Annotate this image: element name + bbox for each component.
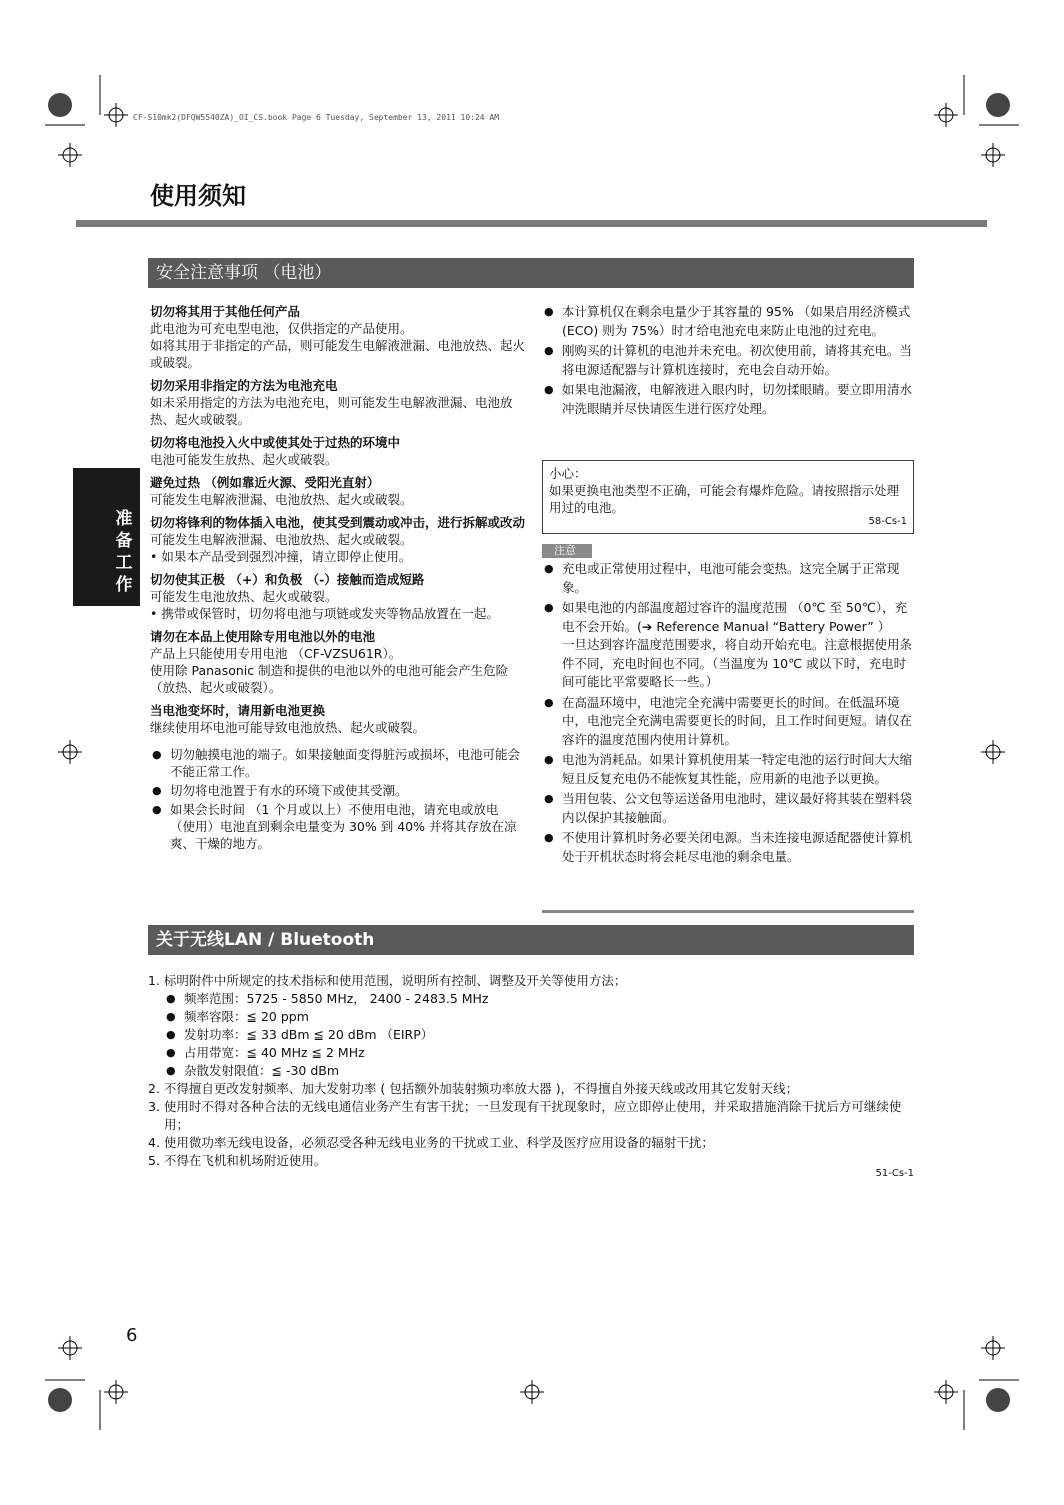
wireless-item-1: 1. 标明附件中所规定的技术指标和使用范围，说明所有控制、调整及开关等使用方法； bbox=[148, 973, 627, 988]
block-2: 切勿采用非指定的方法为电池充电 如未采用指定的方法为电池充电，则可能发生电解液泄漏、电池放热、起火或破裂。 bbox=[150, 378, 513, 427]
list-item: ● 频率范围：5725 - 5850 MHz， 2400 - 2483.5 MHz bbox=[164, 990, 918, 1008]
block-6: 切勿使其正极 （+）和负极 （-）接触而造成短路 可能发生电池放热、起火或破裂。 • 携带或保管时，切勿将电池与项链或发夹等物品放置在一起。 bbox=[150, 572, 499, 621]
block-7: 请勿在本品上使用除专用电池以外的电池 产品上只能使用专用电池 （CF-VZSU61R）。 使用除 Panasonic 制造和提供的电池以外的电池可能会产生危险 （放热、起火或破裂）。 bbox=[150, 629, 509, 695]
list-item: ● 本计算机仅在剩余电量少于其容量的 95% （如果启用经济模式 (ECO) 则为 75%）时才给电池充电来防止电池的过充电。 bbox=[542, 303, 914, 340]
section-header-wireless: 关于无线LAN / Bluetooth bbox=[148, 925, 914, 955]
spec-list bbox=[148, 990, 918, 1080]
block-4: 避免过热 （例如靠近火源、受阳光直射） 可能发生电解液泄漏、电池放热、起火或破裂。 bbox=[150, 475, 413, 507]
list-item: ● 当用包装、公文包等运送备用电池时，建议最好将其装在塑料袋内以保护其接触面。 bbox=[542, 790, 914, 827]
wireless-item-4: 4. 使用微功率无线电设备，必须忍受各种无线电业务的干扰或工业、科学及医疗应用设备的辐射干扰； bbox=[148, 1135, 714, 1150]
list-item: ● 切勿将电池置于有水的环境下或使其受潮。 bbox=[150, 782, 525, 799]
caution-title: 小心： bbox=[549, 466, 587, 481]
list-item: ● 在高温环境中，电池完全充满中需要更长的时间。在低温环境中，电池完全充满电需要更长的时间，且工作时间更短。请仅在容许的温度范围内使用计算机。 bbox=[542, 694, 914, 750]
list-item: ● 频率容限：≦ 20 ppm bbox=[164, 1008, 918, 1026]
wireless-code: 51-Cs-1 bbox=[875, 1168, 914, 1179]
note-bullet-list bbox=[542, 560, 914, 866]
page-title: 使用须知 bbox=[150, 182, 246, 210]
caution-box bbox=[542, 460, 914, 534]
right-bullet-list bbox=[542, 303, 914, 418]
note-continuation: 一旦达到容许温度范围要求，将自动开始充电。注意根据使用条件不同，充电时间也不同。（当温度为 10℃ 或以下时，充电时间可能比平常要略长一些。） bbox=[562, 637, 913, 689]
list-item: ● 发射功率：≦ 33 dBm ≦ 20 dBm （EIRP） bbox=[164, 1026, 918, 1044]
block-8: 当电池变坏时，请用新电池更换 继续使用坏电池可能导致电池放热、起火或破裂。 bbox=[150, 703, 426, 735]
caution-code: 58-Cs-1 bbox=[868, 516, 907, 527]
header-line: CF-S10mk2(DFQW5540ZA)_OI_CS.book Page 6 Tuesday, September 13, 2011 10:24 AM bbox=[133, 113, 500, 122]
left-column bbox=[150, 303, 525, 854]
note-label: 注意 bbox=[542, 544, 592, 558]
title-rule bbox=[76, 220, 987, 227]
caution-text: 如果更换电池类型不正确，可能会有爆炸危险。请按照指示处理用过的电池。 bbox=[549, 483, 900, 515]
right-column bbox=[542, 303, 914, 420]
block-3: 切勿将电池投入火中或使其处于过热的环境中 电池可能发生放热、起火或破裂。 bbox=[150, 435, 401, 467]
section-header-battery: 安全注意事项 （电池） bbox=[148, 258, 914, 288]
list-item: ● 切勿触摸电池的端子。如果接触面变得脏污或损坏，电池可能会不能正常工作。 bbox=[150, 746, 525, 780]
list-item: ● 充电或正常使用过程中，电池可能会变热。这完全属于正常现象。 bbox=[542, 560, 914, 597]
wireless-item-2: 2. 不得擅自更改发射频率、加大发射功率 ( 包括额外加装射频功率放大器 )，不得擅自外接天线或改用其它发射天线； bbox=[148, 1081, 799, 1096]
wireless-item-5: 5. 不得在飞机和机场附近使用。 bbox=[148, 1153, 327, 1168]
block-5: 切勿将锋利的物体插入电池，使其受到震动或冲击，进行拆解或改动 可能发生电解液泄漏、电池放热、起火或破裂。 • 如果本产品受到强烈冲撞，请立即停止使用。 bbox=[150, 515, 526, 564]
wireless-item-3: 3. 使用时不得对各种合法的无线电通信业务产生有害干扰；一旦发现有干扰现象时，应立即停止使用，并采取措施消除干扰后方可继续使用； bbox=[148, 1099, 902, 1132]
list-item: ● 如果电池的内部温度超过容许的温度范围 （0℃ 至 50℃），充电不会开始。(➔ Reference Manual “Battery Power” ） 一旦达到容许温度范围要求，将自动开始充电。注意根据使用条件不同，充电时间也不同。（当温度为 10℃ 或以下时，充电时间可能比平常要略长一些。） bbox=[542, 599, 914, 692]
wireless-list bbox=[148, 972, 918, 1170]
left-bullet-list bbox=[150, 746, 525, 852]
note-column bbox=[542, 560, 914, 868]
list-item: ● 占用带宽：≦ 40 MHz ≦ 2 MHz bbox=[164, 1044, 918, 1062]
list-item: ● 如果会长时间 （1 个月或以上）不使用电池，请充电或放电 （使用）电池直到剩余电量变为 30% 到 40% 并将其存放在凉爽、干燥的地方。 bbox=[150, 801, 525, 852]
page-number: 6 bbox=[126, 1325, 138, 1346]
list-item: ● 不使用计算机时务必要关闭电源。当未连接电源适配器使计算机处于开机状态时将会耗尽电池的剩余电量。 bbox=[542, 829, 914, 866]
block-1: 切勿将其用于其他任何产品 此电池为可充电型电池，仅供指定的产品使用。 如将其用于非指定的产品，则可能发生电解液泄漏、电池放热、起火或破裂。 bbox=[150, 304, 526, 370]
side-tab: 准备工作 bbox=[73, 468, 140, 606]
list-item: ● 杂散发射限值：≦ -30 dBm bbox=[164, 1062, 918, 1080]
list-item: ● 刚购买的计算机的电池并未充电。初次使用前，请将其充电。当将电源适配器与计算机连接时，充电会自动开始。 bbox=[542, 342, 914, 379]
divider bbox=[542, 910, 914, 913]
list-item: ● 电池为消耗品。如果计算机使用某一特定电池的运行时间大大缩短且反复充电仍不能恢复其性能，应用新的电池予以更换。 bbox=[542, 751, 914, 788]
list-item: ● 如果电池漏液，电解液进入眼内时，切勿揉眼睛。要立即用清水冲洗眼睛并尽快请医生进行医疗处理。 bbox=[542, 381, 914, 418]
